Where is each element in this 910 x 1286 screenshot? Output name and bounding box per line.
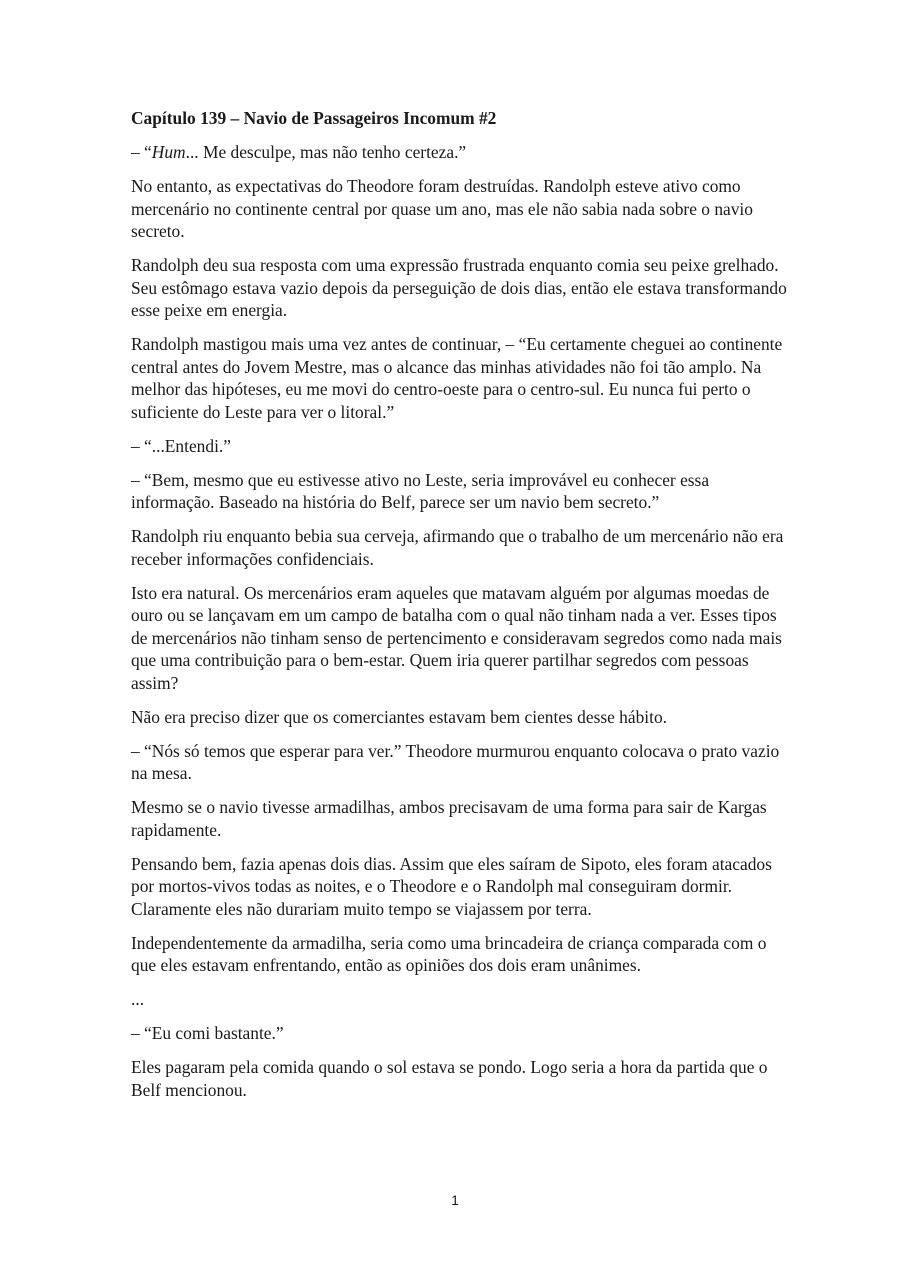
- paragraph: Isto era natural. Os mercenários eram aqueles que matavam alguém por algumas moedas de ouro ou se lançavam em um campo de batalha com o qual não tinham nada a ver. Esses tipos de mercenários não tinham senso de pertencimento e consideravam segredos como nada mais que uma contribuição para o bem-estar. Quem iria querer partilhar segredos com pessoas assim?: [131, 582, 782, 693]
- paragraph: – “Nós só temos que esperar para ver.” Theodore murmurou enquanto colocava o prato vazio na mesa.: [131, 740, 780, 783]
- paragraph: – “Eu comi bastante.”: [131, 1023, 284, 1043]
- paragraph: Randolph riu enquanto bebia sua cerveja, afirmando que o trabalho de um mercenário não era receber informações confidenciais.: [131, 526, 784, 569]
- paragraph: Independentemente da armadilha, seria como uma brincadeira de criança comparada com o que eles estavam enfrentando, então as opiniões dos dois eram unânimes.: [131, 932, 767, 975]
- paragraph: Randolph deu sua resposta com uma expressão frustrada enquanto comia seu peixe grelhado. Seu estômago estava vazio depois da perseguição de dois dias, então ele estava transformando esse peixe em energia.: [131, 255, 787, 320]
- scene-break: ...: [131, 989, 145, 1009]
- paragraph: Randolph mastigou mais uma vez antes de continuar, – “Eu certamente cheguei ao continente central antes do Jovem Mestre, mas o alcance das minhas atividades não foi tão amplo. Na melhor das hipóteses, eu me movi do centro-oeste para o centro-sul. Eu nunca fui perto o suficiente do Leste para ver o litoral.”: [131, 334, 783, 422]
- chapter-title: Capítulo 139 – Navio de Passageiros Incomum #2: [131, 108, 497, 128]
- paragraph: Não era preciso dizer que os comerciantes estavam bem cientes desse hábito.: [131, 706, 667, 727]
- paragraph: No entanto, as expectativas do Theodore foram destruídas. Randolph esteve ativo como mercenário no continente central por quase um ano, mas ele não sabia nada sobre o navio secreto.: [131, 176, 753, 241]
- dialogue-text: ... Me desculpe, mas não tenho certeza.”: [185, 142, 467, 162]
- paragraph: Eles pagaram pela comida quando o sol estava se pondo. Logo seria a hora da partida que o Belf mencionou.: [131, 1057, 768, 1100]
- emphasized-word: Hum: [151, 142, 186, 162]
- page-number: 1: [451, 1192, 459, 1208]
- dialogue-prefix: – “: [131, 142, 152, 162]
- paragraph: – “...Entendi.”: [131, 435, 231, 456]
- paragraph: – “Bem, mesmo que eu estivesse ativo no Leste, seria improvável eu conhecer essa informação. Baseado na história do Belf, parece ser um navio bem secreto.”: [131, 469, 710, 512]
- paragraph: [131, 141, 791, 164]
- document-body: [131, 107, 791, 1113]
- paragraph: Mesmo se o navio tivesse armadilhas, ambos precisavam de uma forma para sair de Kargas rapidamente.: [131, 797, 767, 840]
- paragraph: Pensando bem, fazia apenas dois dias. Assim que eles saíram de Sipoto, eles foram atacados por mortos-vivos todas as noites, e o Theodore e o Randolph mal conseguiram dormir. Claramente eles não durariam muito tempo se viajassem por terra.: [131, 853, 772, 919]
